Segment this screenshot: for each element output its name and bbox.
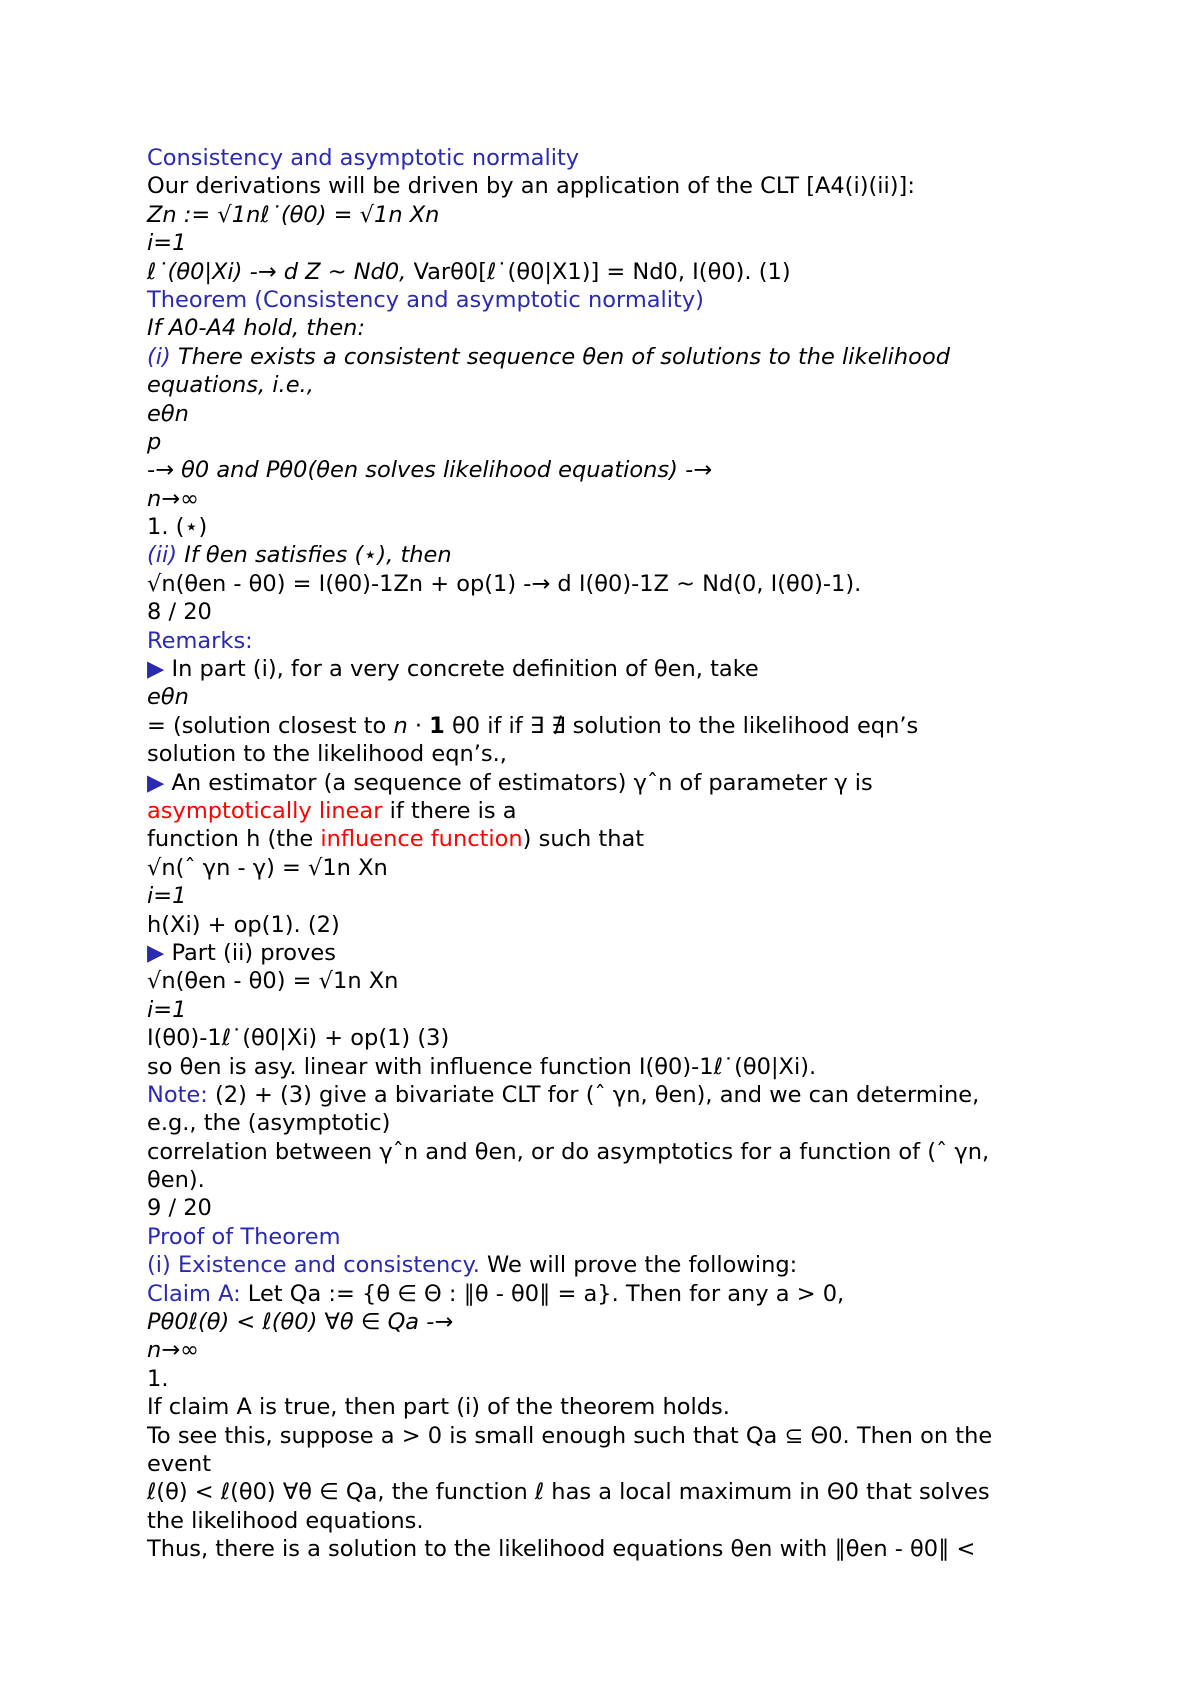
equation-part: ℓ˙(θ0|Xi) -→ d Z ~ Nd0, <box>147 258 407 285</box>
text-part: Let Qa := {θ ∈ Θ : ∥θ - θ0∥ = a}. Then for any a > 0, <box>240 1280 845 1307</box>
text-line: the likelihood equations. <box>147 1507 424 1534</box>
text-line: ℓ(θ) < ℓ(θ0) ∀θ ∈ Qa, the function ℓ has a local maximum in Θ0 that solves <box>147 1479 990 1506</box>
equation-line: n→∞ <box>147 1337 199 1364</box>
text-part: = (solution closest to <box>147 712 394 739</box>
text-part: (2) + (3) give a bivariate CLT for (ˆ γn, θen), and we can determine, <box>207 1081 980 1108</box>
bullet-text: Part (ii) proves <box>164 939 336 966</box>
text-part: · <box>407 712 430 739</box>
text-line <box>147 1280 1087 1308</box>
equation-line: p <box>147 428 162 455</box>
note-label: Note: <box>147 1081 208 1108</box>
text-line <box>147 797 1087 825</box>
text-part: 1 <box>429 712 445 739</box>
text-line: θen). <box>147 1167 205 1194</box>
triangle-right-icon: ▶ <box>147 769 165 796</box>
equation-line: h(Xi) + op(1). (2) <box>147 911 340 938</box>
equation-line: 1. <box>147 1365 169 1392</box>
proof-heading: Proof of Theorem <box>147 1223 341 1250</box>
text-line: To see this, suppose a > 0 is small enough such that Qa ⊆ Θ0. Then on the <box>147 1422 993 1449</box>
text-line <box>147 1081 1087 1109</box>
part-label: (ii) <box>147 542 178 569</box>
text-part: if there is a <box>382 797 517 824</box>
text-part: function h (the <box>147 826 321 853</box>
theorem-text: equations, i.e., <box>147 372 314 399</box>
equation-line: n→∞ <box>147 485 199 512</box>
theorem-text <box>147 541 1087 569</box>
equation-line: Pθ0ℓ(θ) < ℓ(θ0) ∀θ ∈ Qa -→ <box>147 1309 454 1336</box>
highlighted-term: influence function <box>320 826 523 853</box>
equation-line: eθn <box>147 400 189 427</box>
theorem-text-part: There exists a consistent sequence θen of solutions to the likelihood <box>170 343 950 370</box>
text-line: Thus, there is a solution to the likelihood equations θen with ∥θen - θ0∥ < <box>147 1536 976 1563</box>
text-line: correlation between γˆn and θen, or do asymptotics for a function of (ˆ γn, <box>147 1138 990 1165</box>
text-line: e.g., the (asymptotic) <box>147 1110 391 1137</box>
equation-part: Varθ0[ℓ˙(θ0|X1)] = Nd0, I(θ0). (1) <box>406 258 791 285</box>
text-part: ) such that <box>522 826 645 853</box>
equation-line: 1. (⋆) <box>147 514 208 541</box>
equation-index: i=1 <box>147 996 187 1023</box>
bullet-text: In part (i), for a very concrete definition of θen, take <box>164 656 759 683</box>
equation-line: eθn <box>147 684 189 711</box>
bullet-line <box>147 655 1087 683</box>
bullet-line <box>147 939 1087 967</box>
document-body <box>147 144 1087 1564</box>
equation-line: √n(ˆ γn - γ) = √1n Xn <box>147 854 388 881</box>
page-number: 9 / 20 <box>147 1195 212 1222</box>
text-line: event <box>147 1450 212 1477</box>
text-part: We will prove the following: <box>479 1252 798 1279</box>
section-title-consistency: Consistency and asymptotic normality <box>147 145 580 171</box>
page-number: 8 / 20 <box>147 599 212 626</box>
theorem-title: Theorem (Consistency and asymptotic normality) <box>147 286 704 313</box>
triangle-right-icon: ▶ <box>147 656 165 683</box>
bullet-text: An estimator (a sequence of estimators) γˆn of parameter γ is <box>164 769 873 796</box>
theorem-text: If A0-A4 hold, then: <box>147 315 366 342</box>
equation-line: Zn := √1nℓ˙(θ0) = √1n Xn <box>147 201 440 228</box>
text-line <box>147 712 1087 740</box>
remarks-heading: Remarks: <box>147 627 253 654</box>
proof-subheading: (i) Existence and consistency. <box>147 1252 480 1279</box>
highlighted-term: asymptotically linear <box>147 797 383 824</box>
equation-index: i=1 <box>147 883 187 910</box>
text-part: θ0 if if ∃ ∄ solution to the likelihood eqn’s <box>444 712 919 739</box>
equation-line: I(θ0)-1ℓ˙(θ0|Xi) + op(1) (3) <box>147 1025 450 1052</box>
equation-line: √n(θen - θ0) = I(θ0)-1Zn + op(1) -→ d I(θ0)-1Z ~ Nd(0, I(θ0)-1). <box>147 570 862 597</box>
equation-index: i=1 <box>147 230 187 257</box>
text-line: so θen is asy. linear with influence function I(θ0)-1ℓ˙(θ0|Xi). <box>147 1053 817 1080</box>
equation-line: √n(θen - θ0) = √1n Xn <box>147 968 399 995</box>
text-line <box>147 1251 1087 1279</box>
part-label: (i) <box>147 343 171 370</box>
equation-line <box>147 258 1087 286</box>
text-line: If claim A is true, then part (i) of the theorem holds. <box>147 1394 730 1421</box>
claim-label: Claim A: <box>147 1280 241 1307</box>
triangle-right-icon: ▶ <box>147 939 165 966</box>
bullet-line <box>147 769 1087 797</box>
text-part: n <box>393 712 408 739</box>
text-line <box>147 825 1087 853</box>
text-line: Our derivations will be driven by an application of the CLT [A4(i)(ii)]: <box>147 173 915 200</box>
theorem-text <box>147 343 1087 371</box>
equation-line: -→ θ0 and Pθ0(θen solves likelihood equations) -→ <box>147 457 713 484</box>
theorem-text-part: If θen satisfies (⋆), then <box>177 542 452 569</box>
text-line: solution to the likelihood eqn’s., <box>147 741 507 768</box>
